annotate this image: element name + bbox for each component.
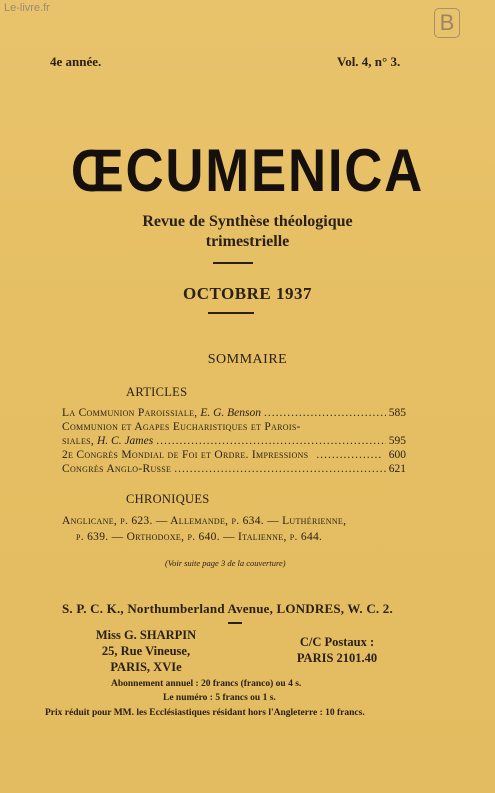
toc-entry [62,406,406,420]
chroniques-list [62,513,408,545]
articles-heading: ARTICLES [126,385,188,399]
library-stamp: B [434,8,460,38]
toc-title: La Communion Paroissiale, [62,407,198,419]
leader-dots [156,434,386,448]
divider-rule [208,312,254,314]
year-label: 4e année. [50,54,102,69]
toc-entry [62,462,406,476]
postal-label: C/C Postaux : [299,635,375,649]
toc-title: Communion et Agapes Eucharistiques et Parois- [62,421,301,433]
watermark-text: Le-livre.fr [4,2,50,14]
annual-subscription: Abonnement annuel : 20 francs (franco) ou 4 s. [111,679,302,689]
leader-dots [316,448,380,462]
agent-address [76,627,216,675]
clergy-price: Prix réduit pour MM. les Ecclésiastiques résidant hors l'Angleterre : 10 francs. [45,708,365,718]
agent-city: PARIS, XVIe [110,660,182,674]
agent-street: 25, Rue Vineuse, [101,644,191,658]
postal-account [272,634,402,666]
volume-label: Vol. 4, n° 3. [337,54,401,69]
chroniques-line: Anglicane, p. 623. — Allemande, p. 634. — Luthérienne, [62,515,347,527]
leader-dots [174,462,386,476]
toc-title-cont: siales, [62,435,95,447]
toc-author: H. C. James [96,435,154,447]
toc-page: 600 [388,449,406,461]
publisher-line: S. P. C. K., Northumberland Avenue, LONDRES, W. C. 2. [62,601,393,616]
toc-page: 621 [388,463,406,475]
agent-name: Miss G. SHARPIN [95,628,197,642]
journal-subtitle-line2: trimestrielle [205,233,290,250]
chroniques-line: p. 639. — Orthodoxe, p. 640. — Italienne, p. 644. [76,531,323,543]
toc-page: 595 [388,435,406,447]
single-issue-price: Le numéro : 5 francs ou 1 s. [163,693,276,703]
toc-title: Congrès Anglo-Russe [62,463,172,475]
postal-number: PARIS 2101.40 [296,651,378,665]
toc-title: 2e Congrès Mondial de Foi et Ordre. Impressions [62,449,309,461]
contents-heading: SOMMAIRE [207,352,288,367]
journal-title: ŒCUMENICA [70,137,425,204]
leader-dots [264,406,386,420]
journal-subtitle-line1: Revue de Synthèse théologique [142,213,353,230]
issue-date: OCTOBRE 1937 [183,284,312,303]
toc-author: E. G. Benson [200,407,262,419]
divider-rule [228,622,242,624]
chroniques-heading: CHRONIQUES [126,492,210,506]
toc-entry [62,420,406,448]
divider-rule [213,262,253,264]
continued-note: (Voir suite page 3 de la couverture) [165,558,286,568]
toc-entry [62,448,406,462]
toc-page: 585 [388,407,406,419]
